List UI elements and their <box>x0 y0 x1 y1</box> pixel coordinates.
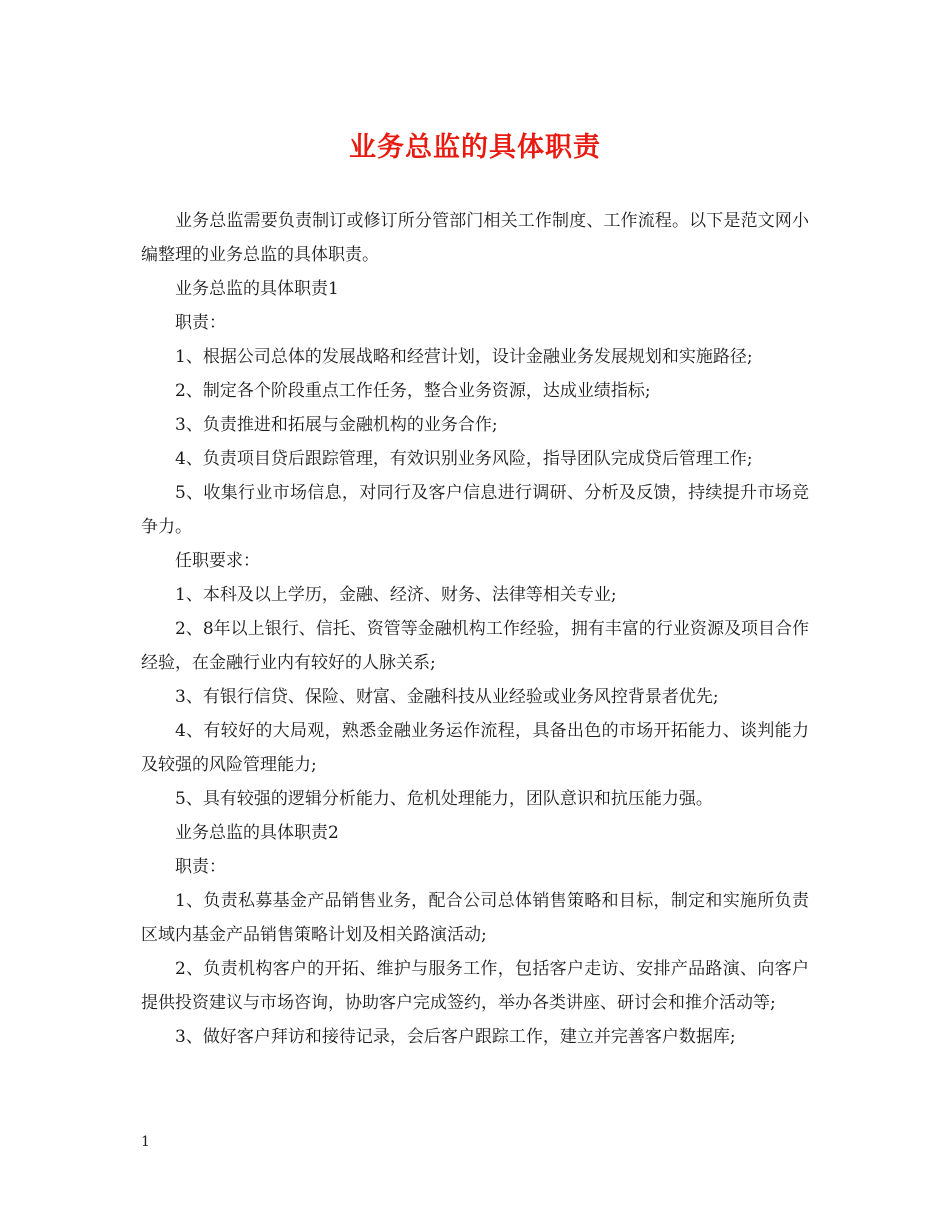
duty-item: 5、收集行业市场信息，对同行及客户信息进行调研、分析及反馈，持续提升市场竞争力。 <box>141 483 809 537</box>
requirements-label: 任职要求： <box>175 551 260 571</box>
section-heading-1: 业务总监的具体职责1 <box>175 279 339 299</box>
duties-label: 职责： <box>175 313 226 333</box>
page-number: 1 <box>141 1134 150 1150</box>
duty-item: 2、制定各个阶段重点工作任务，整合业务资源，达成业绩指标; <box>175 381 651 401</box>
requirement-item: 4、有较好的大局观，熟悉金融业务运作流程，具备出色的市场开拓能力、谈判能力及较强的风险管理能力; <box>141 721 809 775</box>
document-title: 业务总监的具体职责 <box>349 132 601 163</box>
requirement-item: 1、本科及以上学历，金融、经济、财务、法律等相关专业; <box>175 585 617 605</box>
document-body <box>141 204 809 1054</box>
requirement-item: 5、具有较强的逻辑分析能力、危机处理能力，团队意识和抗压能力强。 <box>175 789 713 809</box>
duty-item: 1、根据公司总体的发展战略和经营计划，设计金融业务发展规划和实施路径; <box>175 347 753 367</box>
duties-label: 职责： <box>175 857 226 877</box>
duty-item: 4、负责项目贷后跟踪管理，有效识别业务风险，指导团队完成贷后管理工作; <box>175 449 753 469</box>
requirement-item: 3、有银行信贷、保险、财富、金融科技从业经验或业务风控背景者优先; <box>175 687 719 707</box>
duty-item: 3、负责推进和拓展与金融机构的业务合作; <box>175 415 498 435</box>
intro-paragraph: 业务总监需要负责制订或修订所分管部门相关工作制度、工作流程。以下是范文网小编整理的业务总监的具体职责。 <box>141 211 809 265</box>
duty-item: 1、负责私募基金产品销售业务，配合公司总体销售策略和目标，制定和实施所负责区域内基金产品销售策略计划及相关路演活动; <box>141 891 809 945</box>
duty-item: 3、做好客户拜访和接待记录，会后客户跟踪工作，建立并完善客户数据库; <box>175 1027 736 1047</box>
requirement-item: 2、8年以上银行、信托、资管等金融机构工作经验，拥有丰富的行业资源及项目合作经验，在金融行业内有较好的人脉关系; <box>141 619 809 673</box>
duty-item: 2、负责机构客户的开拓、维护与服务工作，包括客户走访、安排产品路演、向客户提供投资建议与市场咨询，协助客户完成签约，举办各类讲座、研讨会和推介活动等; <box>141 959 809 1013</box>
section-heading-2: 业务总监的具体职责2 <box>175 823 339 843</box>
